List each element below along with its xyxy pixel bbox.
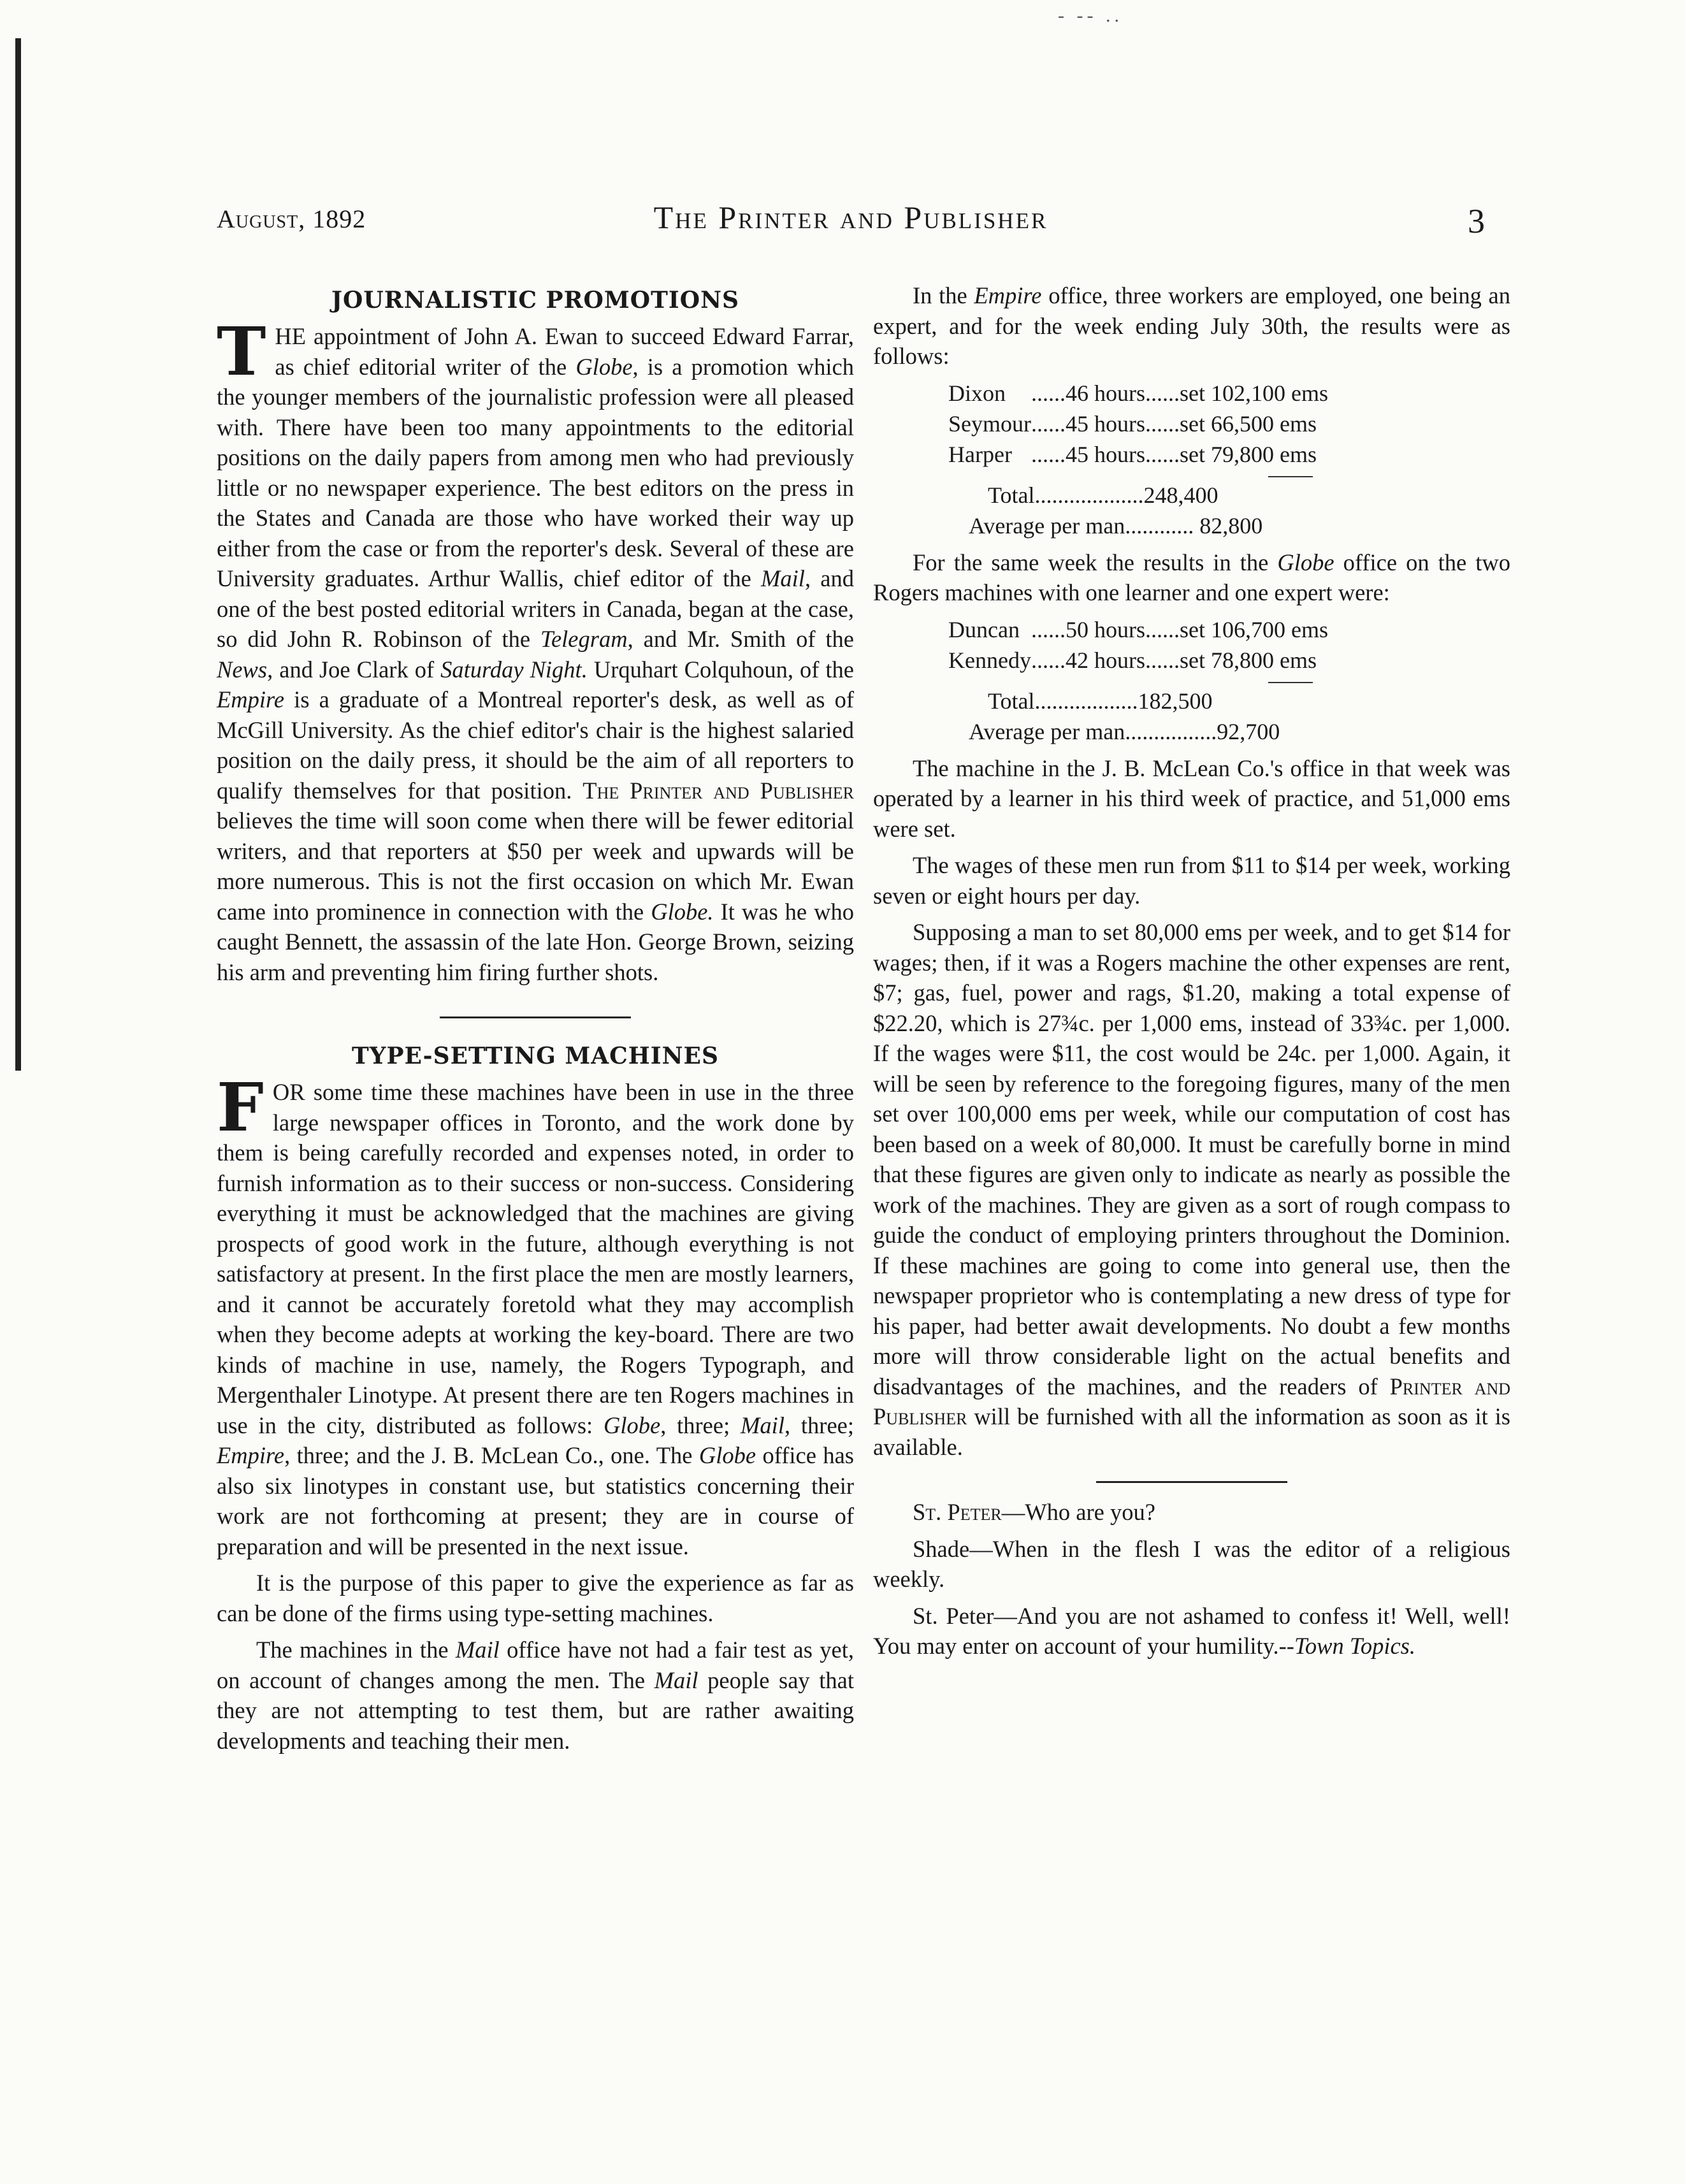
table-row: Dixon ...... 46 hours ......set 102,100 ems (948, 380, 1328, 406)
section-divider (440, 1016, 631, 1018)
right-column (873, 280, 1510, 1668)
page-number: 3 (1468, 202, 1485, 240)
empire-total: Total...................248,400 (988, 482, 1219, 508)
empire-average: Average per man............ 82,800 (969, 512, 1263, 539)
article-paragraph: The machine in the J. B. McLean Co.'s office in that week was operated by a learner in his third week of practice, and 51,000 ems were set. (873, 755, 1510, 842)
article-heading-type-setting-machines: TYPE-SETTING MACHINES (352, 1043, 719, 1069)
table-row: Seymour ...... 45 hours ......set 66,500 ems (948, 410, 1317, 437)
anecdote-line: Shade—When in the flesh I was the editor of a religious weekly. (873, 1535, 1510, 1592)
article-paragraph: The wages of these men run from $11 to $14 per week, working seven or eight hours per day. (873, 852, 1510, 909)
article-paragraph: FOR some time these machines have been in use in the three large newspaper offices in Toronto, and the work done by them is being carefully recorded and expenses noted, in order to furnish information as to their success or non-success. Considering everything it must be acknowledged that the machines are giving prospects of good work in the future, although everything is not satisfactory at present. In the first place the men are mostly learners, and it cannot be accurately foretold what they may accomplish when they become adepts at working the key-board. There are two kinds of machine in use, namely, the Rogers Typograph, and Mergenthaler Linotype. At present there are ten Rogers machines in use in the city, distributed as follows: Globe, three; Mail, three; Empire, three; and the J. B. McLean Co., one. The Globe office has also six linotypes in constant use, but statistics concerning their work are not forthcoming at present; they are in course of preparation and will be presented in the next issue. (217, 1068, 854, 1559)
anecdote-line: St. Peter—Who are you? (913, 1499, 1155, 1525)
anecdote-line: St. Peter—And you are not ashamed to confess it! Well, well! You may enter on account of your humility.--Town Topics. (873, 1602, 1510, 1659)
drop-cap: T (217, 312, 266, 391)
article-paragraph: The machines in the Mail office have not had a fair test as yet, on account of changes among the men. The Mail people say that they are not attempting to test them, but are rather awaiting developments and teaching their men. (217, 1637, 854, 1754)
article-paragraph: THE appointment of John A. Ewan to succeed Edward Farrar, as chief editorial writer of the Globe, is a promotion which the younger members of the journalistic profession were all pleased with. There have been too many appointments to the editorial positions on the daily papers from among men who had previously little or no newspaper experience. The best editors on the press in the States and Canada are those who have worked their way up either from the case or from the reporter's desk. Several of these are University graduates. Arthur Wallis, chief editor of the Mail, and one of the best posted editorial writers in Canada, began at the case, so did John R. Robinson of the Telegram, and Mr. Smith of the News, and Joe Clark of Saturday Night. Urquhart Colquhoun, of the Empire is a graduate of a Montreal reporter's desk, as well as of McGill University. As the chief editor's chair is the highest salaried position on the daily press, it should be the aim of all reporters to qualify themselves for that position. The Printer and Publisher believes the time will soon come when there will be fewer editorial writers, and that reporters at $50 per week and upwards will be more numerous. This is not the first occasion on which Mr. Ewan came into prominence in connection with the Globe. It was he who caught Bennett, the assassin of the late Hon. George Brown, seizing his arm and preventing him firing further shots. (217, 312, 854, 985)
running-header (217, 199, 1485, 250)
section-divider (1096, 1481, 1287, 1483)
sum-rule (1268, 476, 1313, 477)
globe-results-table (948, 614, 1328, 676)
globe-average: Average per man................92,700 (969, 718, 1280, 744)
table-row: Kennedy ...... 42 hours ......set 78,800 ems (948, 647, 1317, 673)
article-paragraph: It is the purpose of this paper to give the experience as far as can be done of the firms using type-setting machines. (217, 1570, 854, 1626)
table-row: Harper ...... 45 hours ......set 79,800 ems (948, 441, 1317, 467)
globe-total: Total..................182,500 (988, 688, 1213, 714)
page-binding-edge (15, 38, 21, 1071)
drop-cap: F (217, 1068, 264, 1146)
article-paragraph: In the Empire office, three workers are employed, one being an expert, and for the week ending July 30th, the results were as follows: (873, 282, 1510, 369)
article-heading-journalistic-promotions: JOURNALISTIC PROMOTIONS (331, 287, 739, 314)
scan-specks: - -- .. (1058, 5, 1123, 26)
header-date: August, 1892 (217, 205, 366, 233)
sum-rule (1268, 682, 1313, 683)
header-title: The Printer and Publisher (653, 199, 1048, 235)
empire-results-table (948, 378, 1328, 470)
left-column (217, 280, 854, 1762)
table-row: Duncan ...... 50 hours ......set 106,700 ems (948, 616, 1328, 642)
article-paragraph: Supposing a man to set 80,000 ems per week, and to get $14 for wages; then, if it was a Rogers machine the other expenses are rent, $7; gas, fuel, power and rags, $1.20, making a total expense of $22.20, which is 27¾c. per 1,000 ems, instead of 33¾c. per 1,000. If the wages were $11, the cost would be 24c. per 1,000. Again, it will be seen by reference to the foregoing figures, many of the men set over 100,000 ems per week, while our computation of cost has been based on a week of 80,000. It must be carefully borne in mind that these figures are given only to indicate as nearly as possible the work of the machines. They are given as a sort of rough compass to guide the conduct of employing printers throughout the Dominion. If these machines are going to come into general use, then the newspaper proprietor who is contemplating a new dress of type for his paper, had better await developments. No doubt a few months more will throw considerable light on the actual benefits and disadvantages of the machines, and the readers of Printer and Publisher will be furnished with all the information as soon as it is available. (873, 919, 1510, 1460)
article-paragraph: For the same week the results in the Globe office on the two Rogers machines with one learner and one expert were: (873, 549, 1510, 605)
